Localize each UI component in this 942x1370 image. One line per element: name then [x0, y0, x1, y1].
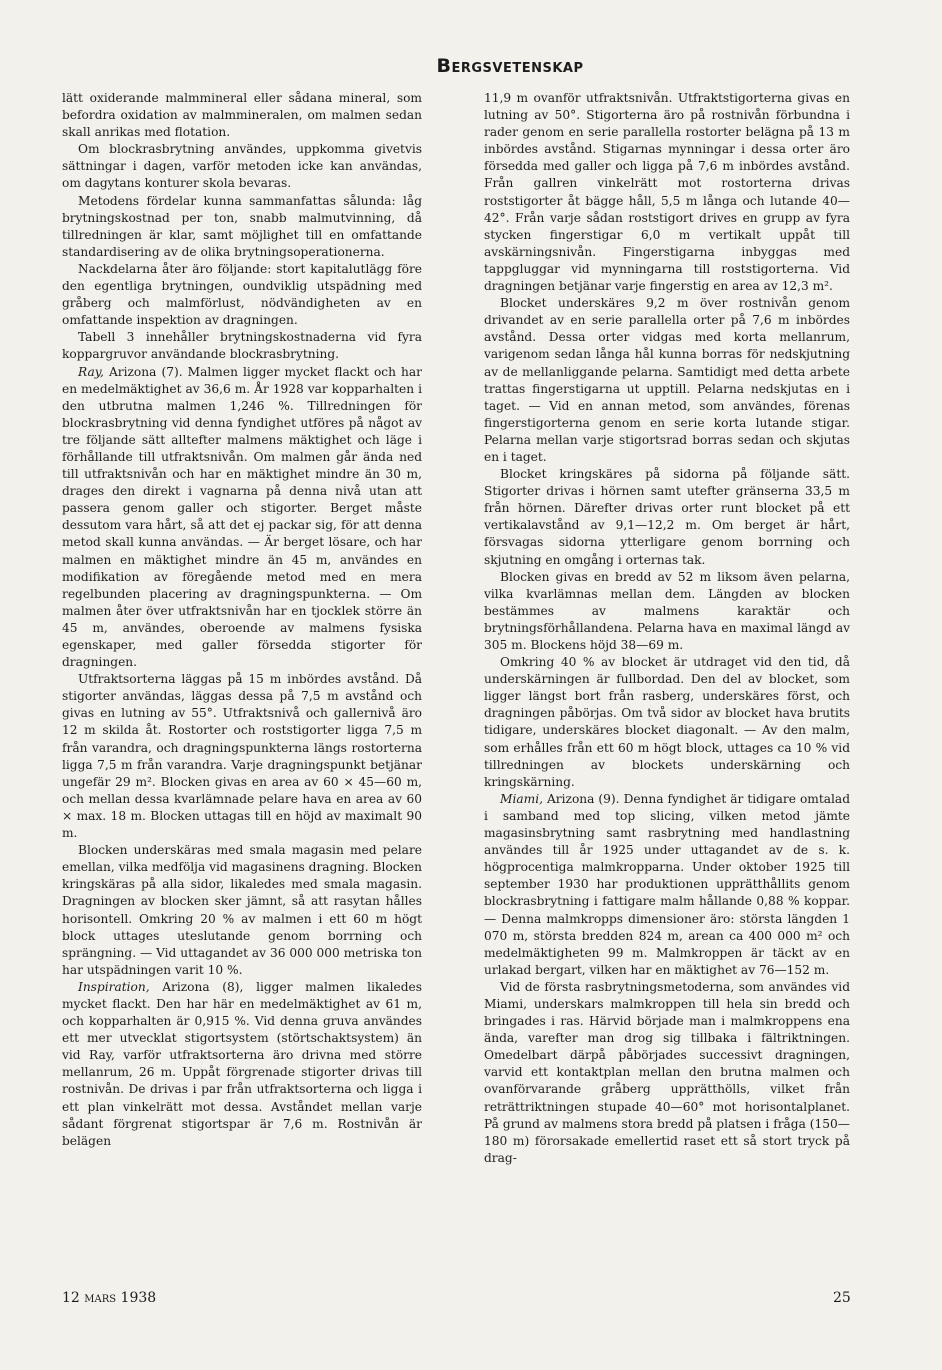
page-header — [0, 55, 942, 77]
paragraph — [484, 979, 850, 1167]
paragraph-lead: Inspiration, — [78, 979, 150, 994]
paragraph — [62, 671, 422, 842]
paragraph — [62, 329, 422, 363]
paragraph-text: Arizona (9). Denna fyndighet är tidigare omtalad i samband med top slicing, vilken metod jämte magasinsbrytning samt rasbrytning med handlastning användes till år 1925 under uttagandet av de s. k. högprocentiga malmkropparna. Under oktober 1925 till september 1930 har produktionen upprätthållits genom blockrasbrytning i fattigare malm hållande 0,88 % koppar. — Denna malmkropps dimensioner äro: största längden 1 070 m, största bredden 824 m, arean ca 400 000 m² och medelmäktigheten 99 m. Malmkroppen är täckt av en urlakad bergart, vilken har en mäktighet av 76—152 m. — [484, 791, 850, 977]
paragraph-text: Blocken underskäras med smala magasin med pelare emellan, vilka medfölja vid magasinens dragning. Blocken kringskäras på alla sidor, likaledes med smala magasin. Dragningen av blocken sker jämnt, så att rasytan hålles horisontell. Omkring 20 % av malmen i ett 60 m högt block uttages uteslutande genom borrning och sprängning. — Vid uttagandet av 36 000 000 metriska ton har utspädningen varit 10 %. — [62, 843, 422, 977]
paragraph — [62, 842, 422, 979]
paragraph — [62, 364, 422, 672]
paragraph — [62, 90, 422, 141]
paragraph-text: Metodens fördelar kunna sammanfattas sålunda: låg brytningskostnad per ton, snabb malmutvinning, då tillredningen är klar, samt möjlighet till en omfattande standardisering av de olika brytningsoperationerna. — [62, 193, 422, 259]
paragraph-text: Arizona (7). Malmen ligger mycket flackt och har en medelmäktighet av 36,6 m. År 1928 var kopparhalten i den utbrutna malmen 1,246 %. Tillredningen för blockrasbrytning vid denna fyndighet utföres på något av tre följande sätt alltefter malmens mäktighet och läge i förhållande till utfraktsnivån. Om malmen går ända ned till utfraktsnivån och har en mäktighet mindre än 30 m, drages den direkt i vagnarna på denna nivå utan att passera genom galler och stigorter. Berget måste dessutom vara hårt, så att det ej packar sig, för att denna metod skall kunna användas. — Är berget lösare, och har malmen en mäktighet mindre än 45 m, användes en modifikation av föregående metod med en mera regelbunden placering av dragningspunkterna. — Om malmen åter över utfraktsnivån har en tjocklek större än 45 m, användes, oberoende av malmens fysiska egenskaper, med galler försedda stigorter för dragningen. — [62, 364, 422, 670]
right-column — [484, 90, 850, 1167]
paragraph — [484, 466, 850, 569]
footer-date: 12 mars 1938 — [62, 1290, 157, 1306]
paragraph-text: 11,9 m ovanför utfraktsnivån. Utfraktstigorterna givas en lutning av 50°. Stigorterna äro på rostnivån förbundna i rader genom en serie parallella rostorter belägna på 13 m inbördes avstånd. Stigarnas mynningar i dessa orter äro försedda med galler och ligga på 7,6 m inbördes avstånd. Från gallren vinkelrätt mot rostorterna drivas roststigorter åt bägge håll, 5,5 m långa och lutande 40—42°. Från varje sådan roststigort drives en grupp av fyra stycken fingerstigar 6,0 m vertikalt uppåt till avskärningsnivån. Fingerstigarna inbyggas med tappgluggar vid mynningarna till roststigorterna. Vid dragningen betjänar varje fingerstig en area av 12,3 m². — [484, 91, 850, 294]
paragraph — [62, 261, 422, 329]
paragraph-lead: Miami, — [500, 791, 543, 806]
paragraph-text: Blocket underskäres 9,2 m över rostnivån genom drivandet av en serie parallella orter på 7,6 m inbördes avstånd. Dessa orter vidgas med korta mellanrum, varigenom sedan långa hål kunna borras för nedskjutning av de mellanliggande pelarna. Samtidigt med detta arbete trattas fingerstigarna ut upptill. Pelarna nedskjutas en i taget. — Vid en annan metod, som användes, förenas fingerstigorterna genom en serie korta lutande stigar. Pelarna mellan varje stigortsrad borras sedan och skjutas en i taget. — [484, 296, 850, 464]
paragraph-text: Blocken givas en bredd av 52 m liksom även pelarna, vilka kvarlämnas mellan dem. Längden av blocken bestämmes av malmens karaktär och brytningsförhållandena. Pelarna hava en maximal längd av 305 m. Blockens höjd 38—69 m. — [484, 569, 850, 652]
paragraph — [484, 295, 850, 466]
paragraph — [484, 569, 850, 654]
left-column — [62, 90, 422, 1150]
paragraph-text: Utfraktsorterna läggas på 15 m inbördes avstånd. Då stigorter användas, läggas dessa på 7,5 m avstånd och givas en lutning av 55°. Utfraktsnivå och gallernivå äro 12 m skilda åt. Rostorter och roststigorter ligga 7,5 m från varandra, och dragningspunkterna längs rostorterna ligga 7,5 m från varandra. Varje dragningspunkt betjänar ungefär 29 m². Blocken givas en area av 60 × 45—60 m, och mellan dessa kvarlämnade pelare hava en area av 60 × max. 18 m. Blocken uttagas till en höjd av maximalt 90 m. — [62, 672, 422, 841]
section-title: Bergsvetenskap — [436, 55, 584, 77]
paragraph-text: Vid de första rasbrytningsmetoderna, som användes vid Miami, underskars malmkroppen till hela sin bredd och bringades i ras. Härvid började man i malmkroppens ena ända, varefter man drog sig tillbaka i fältriktningen. Omedelbart därpå påbörjades successivt dragningen, varvid ett kontaktplan mellan den brutna malmen och ovanförvarande gråberg upprätthölls, vilket från reträttriktningen stupade 40—60° mot horisontalplanet. På grund av malmens stora bredd på platsen i fråga (150—180 m) förorsakade emellertid raset ett så stort tryck på drag- — [484, 979, 850, 1165]
page-number: 25 — [833, 1290, 851, 1306]
paragraph-text: Blocket kringskäres på sidorna på följande sätt. Stigorter drivas i hörnen samt utefter gränserna 33,5 m från hörnen. Därefter drivas orter runt blocket på ett vertikalavstånd av 9,1—12,2 m. Om berget är hårt, försvagas sidorna ytterligare genom borrning och skjutning en omgång i orternas tak. — [484, 467, 850, 567]
paragraph-text: Tabell 3 innehåller brytningskostnaderna vid fyra koppargruvor användande blockrasbrytning. — [62, 330, 422, 362]
paragraph — [484, 654, 850, 791]
paragraph — [484, 90, 850, 295]
paragraph-text: Om blockrasbrytning användes, uppkomma givetvis sättningar i dagen, varför metoden icke kan användas, om dagytans konturer skola bevaras. — [62, 142, 422, 191]
paragraph-lead: Ray, — [78, 364, 104, 379]
paragraph-text: Omkring 40 % av blocket är utdraget vid den tid, då underskärningen är fullbordad. Den del av blocket, som ligger längst bort från rasberg, underskäres först, och dragningen påbörjas. Om två sidor av blocket hava brutits tidigare, underskäres blocket diagonalt. — Av den malm, som erhålles från ett 60 m högt block, uttages ca 10 % vid tillredningen av blockets underskärning och kringskärning. — [484, 655, 850, 789]
paragraph-text: Arizona (8), ligger malmen likaledes mycket flackt. Den har här en medelmäktighet av 61 m, och kopparhalten är 0,915 %. Vid denna gruva användes ett mer utvecklat stigortsystem (störtschaktsystem) än vid Ray, varför utfraktsorterna äro drivna med större mellanrum, 26 m. Uppåt förgrenade stigorter drivas till rostnivån. De drivas i par från utfraktsorterna och ligga i ett plan vinkelrätt mot dessa. Avståndet mellan varje sådant förgrenat stigortspar är 7,6 m. Rostnivån är belägen — [62, 979, 422, 1148]
paragraph — [62, 141, 422, 192]
paragraph-text: Nackdelarna åter äro följande: stort kapitalutlägg före den egentliga brytningen, oundviklig utspädning med gråberg och malmförlust, nödvändigheten av en omfattande inspektion av dragningen. — [62, 261, 422, 328]
paragraph — [484, 791, 850, 979]
paragraph — [62, 979, 422, 1150]
paragraph — [62, 193, 422, 261]
paragraph-text: lätt oxiderande malmmineral eller sådana mineral, som befordra oxidation av malmmineralen, om malmen sedan skall anrikas med flotation. — [62, 91, 422, 140]
